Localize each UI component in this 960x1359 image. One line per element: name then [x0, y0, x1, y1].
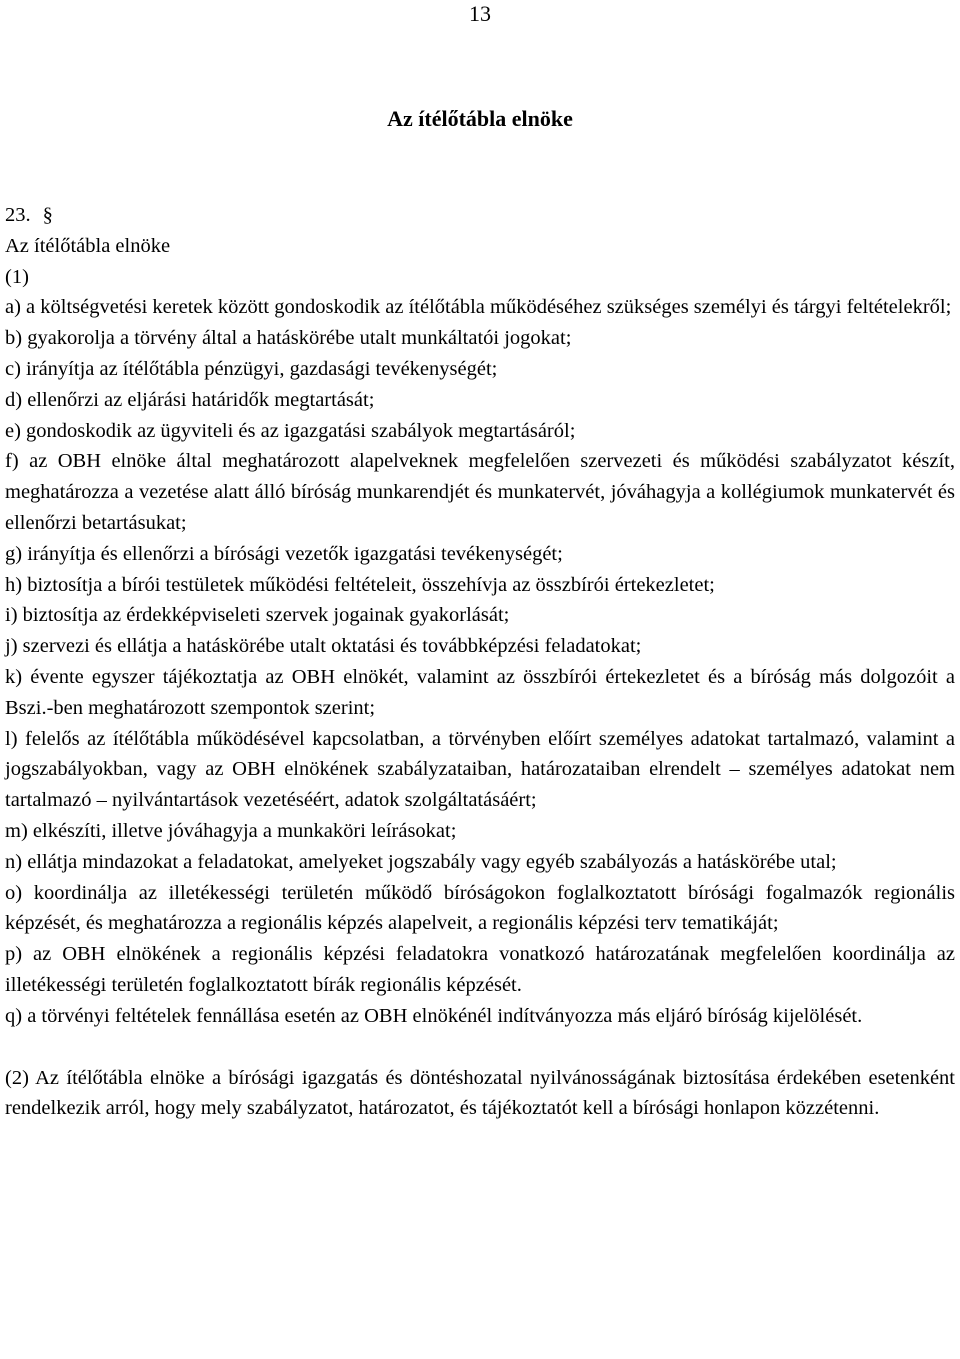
paragraph-2: (2) Az ítélőtábla elnöke a bírósági igazgatás és döntéshozatal nyilvánosságának biztosítása érdekében esetenként rendelkezik arról, hogy mely szabályzatot, határozatot, és tájékoztatót kell a bírósági honlapon közzétenni.: [5, 1066, 955, 1120]
paragraph-label: (1): [5, 265, 29, 288]
list-item-h: h) biztosítja a bírói testületek működési feltételeit, összehívja az összbírói értekezletet;: [5, 573, 715, 596]
list-item-l: l) felelős az ítélőtábla működésével kapcsolatban, a törvényben előírt személyes adatokat tartalmazó, valamint a jogszabályokban, vagy az OBH elnökének szabályzataiban, határozataiban elrendelt – személyes adatokat nem tartalmazó – nyilvántartások vezetéséért, adatok szolgáltatásáért;: [5, 727, 955, 812]
section-sign: §: [42, 204, 53, 226]
list-item-f: f) az OBH elnöke által meghatározott alapelveknek megfelelően szervezeti és működési szabályzatot készít, meghatározza a vezetése alatt álló bíróság munkarendjét és munkatervét, jóváhagyja a kollégiumok munkatervét és ellenőrzi betartásukat;: [5, 450, 955, 534]
section-header: [5, 200, 955, 231]
chapter-heading: Az ítélőtábla elnöke: [387, 106, 573, 131]
page-number: 13: [469, 1, 491, 26]
list-item-o: o) koordinálja az illetékességi területén működő bíróságokon foglalkoztatott bírósági fogalmazók regionális képzését, és meghatározza a regionális képzés alapelveit, a regionális képzési terv tematikáját;: [5, 881, 955, 935]
list-item-n: n) ellátja mindazokat a feladatokat, amelyeket jogszabály vagy egyéb szabályozás a hatáskörébe utal;: [5, 850, 837, 873]
list-item-d: d) ellenőrzi az eljárási határidők megtartását;: [5, 388, 375, 411]
list-item-i: i) biztosítja az érdekképviseleti szervek jogainak gyakorlását;: [5, 604, 510, 627]
list-item-k: k) évente egyszer tájékoztatja az OBH elnökét, valamint az összbírói értekezletet és a bíróság más dolgozóit a Bszi.-ben meghatározott szempontok szerint;: [5, 665, 955, 719]
section-number: 23.: [5, 204, 31, 226]
list-item-m: m) elkészíti, illetve jóváhagyja a munkaköri leírásokat;: [5, 819, 457, 842]
list-item-b: b) gyakorolja a törvény által a hatáskörébe utalt munkáltatói jogokat;: [5, 327, 572, 350]
list-item-g: g) irányítja és ellenőrzi a bírósági vezetők igazgatási tevékenységét;: [5, 542, 563, 565]
list-item-p: p) az OBH elnökének a regionális képzési feladatokra vonatkozó határozatának megfelelően koordinálja az illetékességi területén foglalkoztatott bírák regionális képzését.: [5, 943, 955, 996]
list-item-e: e) gondoskodik az ügyviteli és az igazgatási szabályok megtartásáról;: [5, 419, 576, 442]
list-item-a: a) a költségvetési keretek között gondoskodik az ítélőtábla működéséhez szükséges személyi és tárgyi feltételekről;: [5, 296, 952, 319]
section-subject: Az ítélőtábla elnöke: [5, 234, 171, 257]
list-item-q: q) a törvényi feltételek fennállása esetén az OBH elnökénél indítványozza más eljáró bíróság kijelölését.: [5, 1004, 863, 1027]
list-item-j: j) szervezi és ellátja a hatáskörébe utalt oktatási és továbbképzési feladatokat;: [5, 635, 642, 658]
list-item-c: c) irányítja az ítélőtábla pénzügyi, gazdasági tevékenységét;: [5, 357, 498, 380]
section-body: [5, 200, 955, 1124]
